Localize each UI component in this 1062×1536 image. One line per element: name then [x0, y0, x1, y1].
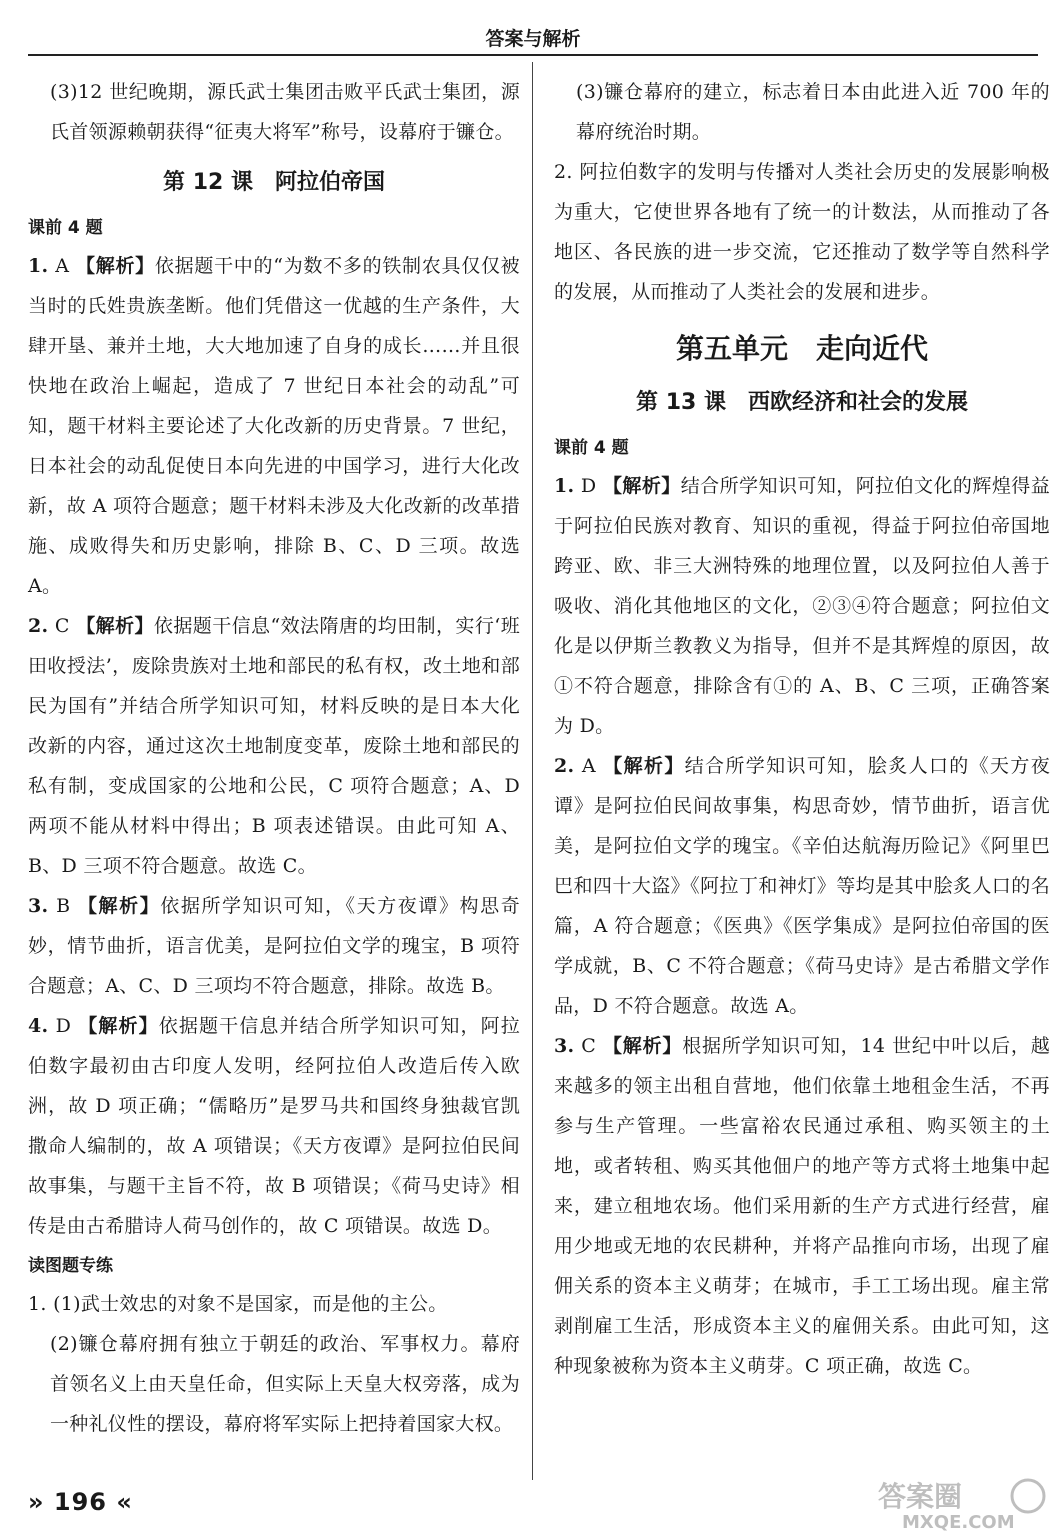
question-number: 2. — [554, 755, 575, 777]
analysis-tag: 【解析】 — [602, 475, 681, 497]
right-column — [554, 72, 1050, 1386]
map-answer-1: 1. (1)武士效忠的对象不是国家，而是他的主公。 — [28, 1293, 448, 1315]
analysis-tag: 【解析】 — [77, 895, 161, 917]
map-practice-heading: 读图题专练 — [28, 1256, 113, 1276]
answer-letter: A — [581, 755, 596, 777]
question-number: 2. — [28, 615, 49, 637]
watermark-text-bottom: MXQE.COM — [902, 1512, 1015, 1532]
pre-class-heading: 课前 4 题 — [554, 438, 629, 458]
answer-letter: D — [55, 1015, 72, 1037]
double-chevron-left-icon: « — [116, 1488, 133, 1516]
answer-letter: B — [56, 895, 71, 917]
double-chevron-right-icon: » — [28, 1488, 45, 1516]
answer-letter: C — [54, 615, 70, 637]
right-question-3 — [554, 1026, 1050, 1386]
answer-letter: C — [581, 1035, 597, 1057]
analysis-text: 根据所学知识可知，14 世纪中叶以后，越来越多的领主出租自营地，他们依靠土地租金生活，不再参与生产管理。一些富裕农民通过承租、购买领主的土地，或者转租、购买其他佃户的地产等方式将土地集中起来，建立租地农场。他们采用新的生产方式进行经营，雇用少地或无地的农民耕种，并将产品推向市场，出现了雇佣关系的资本主义萌芽；在城市，手工工场出现。雇主常剥削雇工生活，形成资本主义的雇佣关系。由此可知，这种现象被称为资本主义萌芽。C 项正确，故选 C。 — [554, 1035, 1051, 1377]
watermark-logo — [862, 1476, 1052, 1532]
analysis-text: 依据题干信息“效法隋唐的均田制，实行‘班田收授法’，废除贵族对土地和部民的私有权，改土地和部民为国有”并结合所学知识可知，材料反映的是日本大化改新的内容，通过这次土地制度变革，废除土地和部民的私有制，变成国家的公地和公民，C 项符合题意；A、D 两项不能从材料中得出；B 项表述错误。由此可知 A、B、D 三项不符合题意。故选 C。 — [28, 615, 521, 877]
right-question-1 — [554, 466, 1050, 746]
page-number-value: 196 — [53, 1488, 107, 1516]
left-question-2 — [28, 606, 520, 886]
watermark-circle — [1012, 1480, 1044, 1512]
analysis-tag: 【解析】 — [78, 1015, 159, 1037]
analysis-text: 依据题干信息并结合所学知识可知，阿拉伯数字最初由古印度人发明，经阿拉伯人改造后传入欧洲，故 D 项正确；“儒略历”是罗马共和国终身独裁官凯撒命人编制的，故 A 项错误；《天方夜谭》是阿拉伯民间故事集，与题干主旨不符，故 B 项错误；《荷马史诗》相传是由古希腊诗人荷马创作的，故 C 项错误。故选 D。 — [28, 1015, 521, 1237]
right-question-2 — [554, 746, 1050, 1026]
lesson-12-title: 第 12 课 阿拉伯帝国 — [163, 170, 385, 195]
left-question-3 — [28, 886, 520, 1006]
map-answer-2: (2)镰仓幕府拥有独立于朝廷的政治、军事权力。幕府首领名义上由天皇任命，但实际上天皇大权旁落，成为一种礼仪性的摆设，幕府将军实际上把持着国家大权。 — [50, 1333, 520, 1435]
page-header — [28, 22, 1038, 56]
right-intro-paragraph: (3)镰仓幕府的建立，标志着日本由此进入近 700 年的幕府统治时期。 — [576, 81, 1050, 143]
question-number: 3. — [28, 895, 49, 917]
question-number: 1. — [554, 475, 575, 497]
left-question-1 — [28, 246, 520, 606]
analysis-tag: 【解析】 — [603, 1035, 683, 1057]
page-number — [28, 1488, 133, 1516]
answer-letter: D — [580, 475, 597, 497]
watermark-graphic — [862, 1476, 1052, 1532]
analysis-tag: 【解析】 — [603, 755, 685, 777]
right-answer-2: 2. 阿拉伯数字的发明与传播对人类社会历史的发展影响极为重大，它使世界各地有了统一的计数法，从而推动了各地区、各民族的进一步交流，它还推动了数学等自然科学的发展，从而推动了人类社会的发展和进步。 — [554, 161, 1050, 303]
question-number: 3. — [554, 1035, 575, 1057]
pre-class-heading: 课前 4 题 — [28, 218, 103, 238]
question-number: 1. — [28, 255, 49, 277]
analysis-text: 依据题干中的“为数不多的铁制农具仅仅被当时的氏姓贵族垄断。他们凭借这一优越的生产条件，大肆开垦、兼并土地，大大地加速了自身的成长……并且很快地在政治上崛起，造成了 7 世纪日本社会的动乱”可知，题干材料主要论述了大化改新的历史背景。7 世纪，日本社会的动乱促使日本向先进的中国学习，进行大化改新，故 A 项符合题意；题干材料未涉及大化改新的改革措施、成败得失和历史影响，排除 B、C、D 三项。故选 A。 — [28, 255, 520, 597]
analysis-tag: 【解析】 — [76, 615, 154, 637]
answer-letter: A — [55, 255, 70, 277]
analysis-text: 依据所学知识可知，《天方夜谭》构思奇妙，情节曲折，语言优美，是阿拉伯文学的瑰宝，B 项符合题意；A、C、D 三项均不符合题意，排除。故选 B。 — [28, 895, 521, 997]
left-question-4 — [28, 1006, 520, 1246]
analysis-tag: 【解析】 — [76, 255, 155, 277]
watermark-text-top: 答案圈 — [878, 1480, 963, 1513]
left-intro-paragraph: (3)12 世纪晚期，源氏武士集团击败平氏武士集团，源氏首领源赖朝获得“征夷大将军”称号，设幕府于镰仓。 — [50, 81, 520, 143]
analysis-text: 结合所学知识可知，脍炙人口的《天方夜谭》是阿拉伯民间故事集，构思奇妙，情节曲折，语言优美，是阿拉伯文学的瑰宝。《辛伯达航海历险记》《阿里巴巴和四十大盗》《阿拉丁和神灯》等均是其中脍炙人口的名篇，A 符合题意；《医典》《医学集成》是阿拉伯帝国的医学成就，B、C 不符合题意；《荷马史诗》是古希腊文学作品，D 不符合题意。故选 A。 — [554, 755, 1051, 1017]
unit-5-title: 第五单元 走向近代 — [675, 332, 928, 365]
left-column — [28, 72, 520, 1444]
header-title: 答案与解析 — [485, 28, 581, 50]
column-divider — [532, 62, 533, 1480]
lesson-13-title: 第 13 课 西欧经济和社会的发展 — [636, 390, 968, 415]
analysis-text: 结合所学知识可知，阿拉伯文化的辉煌得益于阿拉伯民族对教育、知识的重视，得益于阿拉伯帝国地跨亚、欧、非三大洲特殊的地理位置，以及阿拉伯人善于吸收、消化其他地区的文化，②③④符合题意；阿拉伯文化是以伊斯兰教教义为指导，但并不是其辉煌的原因，故①不符合题意，排除含有①的 A、B、C 三项，正确答案为 D。 — [554, 475, 1051, 737]
question-number: 4. — [28, 1015, 49, 1037]
